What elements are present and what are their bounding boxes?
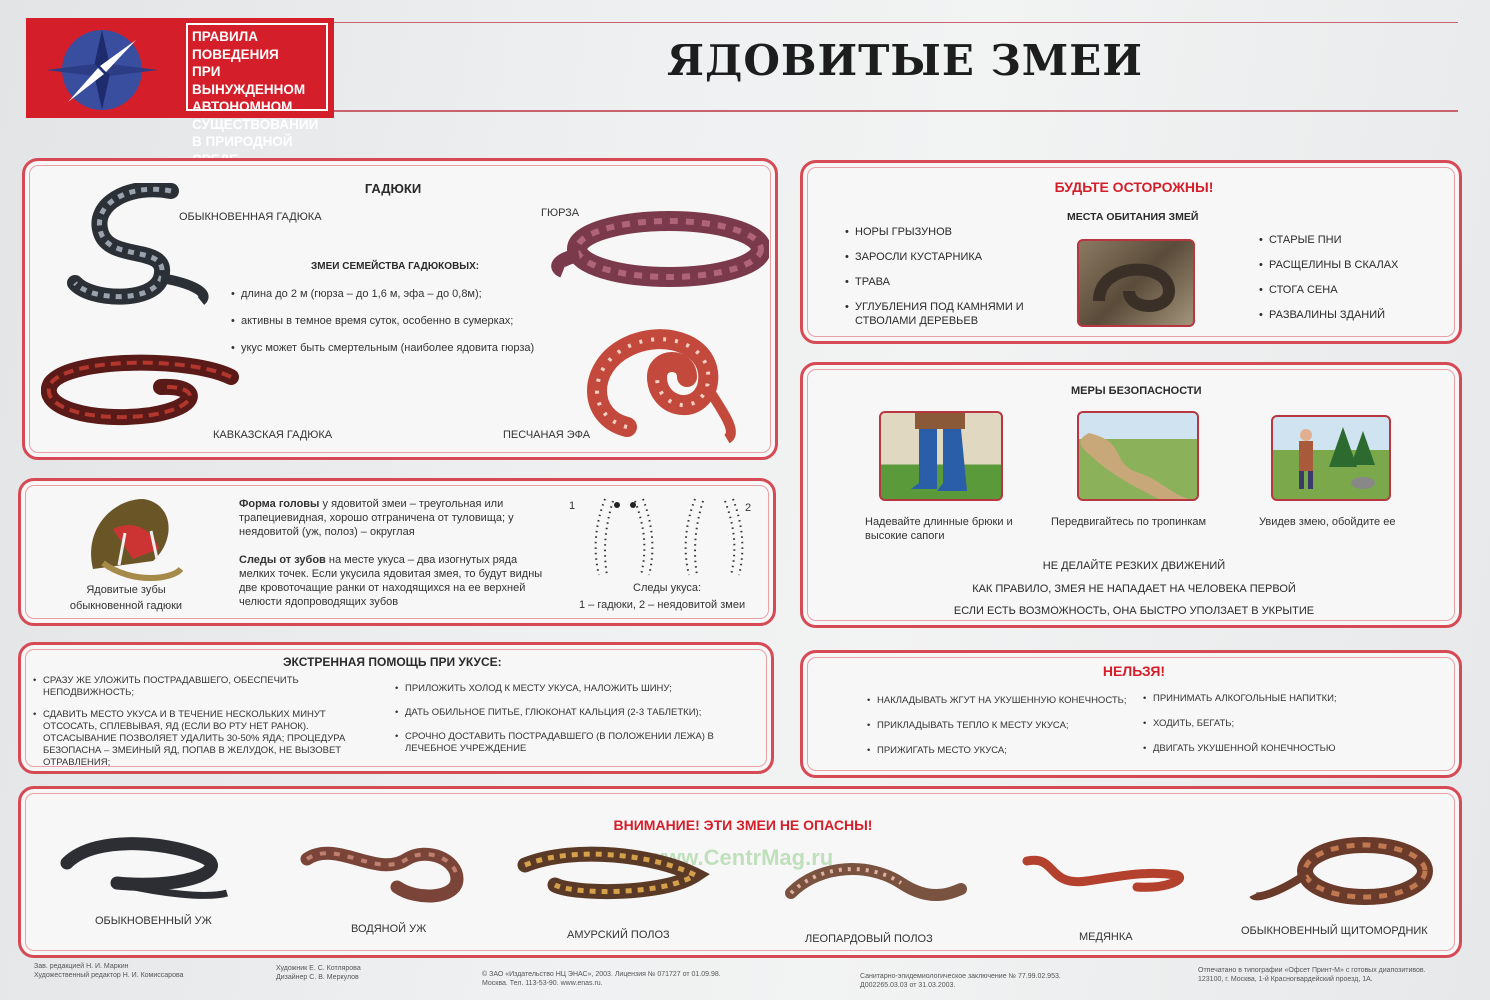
safety-note: ЕСЛИ ЕСТЬ ВОЗМОЖНОСТЬ, ОНА БЫСТРО УПОЛЗАЕТ В УКРЫТИЕ [953, 605, 1315, 617]
pit-viper-image [1245, 835, 1435, 915]
bite-marks-diagram [587, 495, 757, 579]
head-shape-text [239, 497, 545, 539]
forbidden-item: • ХОДИТЬ, БЕГАТЬ; [1143, 718, 1413, 730]
snake-habitat-image [1077, 239, 1195, 327]
footer-line: 123100, г. Москва, 1-й Красногвардейский проезд, 1А. [1198, 976, 1373, 983]
forbidden-heading: НЕЛЬЗЯ! [1102, 663, 1166, 679]
footer-credits-1 [34, 962, 184, 980]
careful-panel [800, 160, 1462, 344]
forbidden-item: • НАКЛАДЫВАТЬ ЖГУТ НА УКУШЕННУЮ КОНЕЧНОСТЬ; [867, 695, 1137, 707]
badge-line: АВТОНОМНОМ [192, 99, 293, 114]
harmless-name: ВОДЯНОЙ УЖ [351, 923, 427, 935]
amur-ratsnake-image [515, 845, 715, 915]
family-heading: ЗМЕИ СЕМЕЙСТВА ГАДЮКОВЫХ: [311, 261, 480, 272]
footer-line: Д002265.03.03 от 31.03.2003. [860, 982, 956, 989]
footer-line: Зав. редакцией Н. И. Маркин [34, 963, 129, 970]
gyurza-label: ГЮРЗА [541, 207, 580, 219]
first-aid-right-list [395, 683, 715, 755]
harmless-panel [18, 786, 1462, 958]
viper-fangs-image [73, 489, 183, 585]
page-title: ЯДОВИТЫЕ ЗМЕИ [667, 36, 1143, 85]
top-rule [334, 22, 1458, 23]
footer-line: Москва. Тел. 113-53-90. www.enas.ru. [482, 980, 603, 987]
habitat-item: • ЗАРОСЛИ КУСТАРНИКА [845, 250, 1035, 264]
habitat-item: • РАСЩЕЛИНЫ В СКАЛАХ [1259, 258, 1449, 272]
safety-note: КАК ПРАВИЛО, ЗМЕЯ НЕ НАПАДАЕТ НА ЧЕЛОВЕКА ПЕРВОЙ [972, 582, 1296, 595]
compass-star-logo [40, 26, 170, 110]
forbidden-item: • ПРИНИМАТЬ АЛКОГОЛЬНЫЕ НАПИТКИ; [1143, 693, 1413, 705]
habitat-left-list [845, 225, 1035, 328]
avoid-caption: Увидев змею, обойдите ее [1259, 516, 1396, 528]
efa-label: ПЕСЧАНАЯ ЭФА [503, 429, 591, 441]
forbidden-item: • ДВИГАТЬ УКУШЕННОЙ КОНЕЧНОСТЬЮ [1143, 743, 1413, 755]
footer-line: Художник Е. С. Котлярова [276, 965, 361, 972]
common-viper-image [61, 183, 211, 313]
habitat-item: • РАЗВАЛИНЫ ЗДАНИЙ [1259, 308, 1449, 322]
fangs-caption-line: обыкновенной гадюки [69, 600, 183, 612]
habitat-heading: МЕСТА ОБИТАНИЯ ЗМЕЙ [1067, 211, 1199, 223]
caucasian-viper-label: КАВКАЗСКАЯ ГАДЮКА [213, 429, 333, 441]
head-shape-body: у ядовитой змеи – треугольная или трапециевидная, хорошо отграничена от туловища; у неядовитой (уж, полоз) – округлая [239, 498, 514, 538]
path-drawing [1079, 413, 1197, 499]
forbidden-item: • ПРИЖИГАТЬ МЕСТО УКУСА; [867, 745, 1137, 757]
badge-line: ПРИ ВЫНУЖДЕННОМ [192, 64, 306, 97]
habitat-item: • УГЛУБЛЕНИЯ ПОД КАМНЯМИ И СТВОЛАМИ ДЕРЕВЬЕВ [845, 300, 1035, 328]
hiker-drawing [1273, 417, 1389, 499]
path-caption: Передвигайтесь по тропинкам [1051, 516, 1207, 528]
viper-fact: • укус может быть смертельным (наиболее ядовита гюрза) [231, 341, 571, 355]
caucasian-viper-image [41, 347, 241, 437]
harmless-name: ЛЕОПАРДОВЫЙ ПОЛОЗ [805, 933, 933, 945]
habitat-right-list [1259, 233, 1449, 322]
footer-line: Художественный редактор Н. И. Комиссарова [34, 972, 184, 979]
viper-fact: • активны в темное время суток, особенно в сумерках; [231, 314, 571, 328]
first-aid-heading: ЭКСТРЕННАЯ ПОМОЩЬ ПРИ УКУСЕ: [283, 655, 502, 669]
badge-line: В ПРИРОДНОЙ [192, 134, 293, 149]
habitat-item: • НОРЫ ГРЫЗУНОВ [845, 225, 1035, 239]
harmless-name: ОБЫКНОВЕННЫЙ УЖ [95, 915, 212, 927]
header-badge [26, 18, 334, 149]
viper-fact: • длина до 2 м (гюрза – до 1,6 м, эфа – до 0,8м); [231, 287, 571, 301]
safety-heading: МЕРЫ БЕЗОПАСНОСТИ [1071, 385, 1202, 397]
footer-publisher [482, 970, 721, 988]
first-aid-item: • ДАТЬ ОБИЛЬНОЕ ПИТЬЕ, ГЛЮКОНАТ КАЛЬЦИЯ (2-3 ТАБЛЕТКИ); [395, 707, 715, 719]
bite-marks-legend: 1 – гадюки, 2 – неядовитой змеи [579, 599, 746, 611]
first-aid-left-list [33, 675, 369, 769]
common-viper-label: ОБЫКНОВЕННАЯ ГАДЮКА [179, 211, 322, 223]
avoid-snake-image [1271, 415, 1391, 501]
sand-efa-image [577, 307, 747, 447]
safety-note: НЕ ДЕЛАЙТЕ РЕЗКИХ ДВИЖЕНИЙ [1042, 560, 1226, 572]
path-image [1077, 411, 1199, 501]
safety-notes [803, 555, 1465, 623]
habitat-item: • ТРАВА [845, 275, 1035, 289]
smooth-snake-image [1017, 851, 1197, 911]
teeth-panel [18, 478, 776, 626]
gyurza-image [549, 205, 769, 295]
bite-marks-body: на месте укуса – два изогнутых ряда мелких точек. Если укусила ядовитая змея, то будут видны две кровоточащие ранки от находящихся на ее верхней челюсти ядопроводящих зубов [239, 554, 543, 608]
fangs-caption [41, 583, 211, 613]
vipers-panel [22, 158, 778, 460]
viper-facts-list [231, 287, 571, 355]
badge-line: СУЩЕСТВОВАНИИ [192, 116, 319, 132]
footer-credits-2 [276, 964, 361, 982]
harmless-name: АМУРСКИЙ ПОЛОЗ [567, 929, 670, 941]
boots-image [879, 411, 1003, 501]
footer-line: Санитарно-эпидемиологическое заключение № 77.99.02.953. [860, 973, 1061, 980]
leopard-snake-image [781, 853, 971, 923]
badge-title [186, 23, 328, 149]
coiled-snake-image [1079, 241, 1193, 325]
head-shape-bold: Форма головы [239, 498, 320, 510]
fangs-caption-line: Ядовитые зубы [86, 584, 166, 596]
vipers-heading: ГАДЮКИ [364, 181, 422, 196]
bite-marks-caption: Следы укуса: [633, 582, 702, 594]
bite-mark-number-2: 2 [745, 502, 752, 514]
harmless-heading: ВНИМАНИЕ! ЭТИ ЗМЕИ НЕ ОПАСНЫ! [613, 817, 873, 833]
first-aid-item: • СРОЧНО ДОСТАВИТЬ ПОСТРАДАВШЕГО (В ПОЛОЖЕНИИ ЛЕЖА) В ЛЕЧЕБНОЕ УЧРЕЖДЕНИЕ [395, 731, 715, 755]
first-aid-item: • ПРИЛОЖИТЬ ХОЛОД К МЕСТУ УКУСА, НАЛОЖИТЬ ШИНУ; [395, 683, 715, 695]
bite-marks-bold: Следы от зубов [239, 554, 326, 566]
badge-line: ПРАВИЛА ПОВЕДЕНИЯ [192, 29, 279, 62]
first-aid-item: • СДАВИТЬ МЕСТО УКУСА И В ТЕЧЕНИЕ НЕСКОЛЬКИХ МИНУТ ОТСОСАТЬ, СПЛЕВЫВАЯ, ЯД (ЕСЛИ ВО РТУ НЕТ РАНОК). ОТСАСЫВАНИЕ ПОЗВОЛЯЕТ УДАЛИТЬ 30-50% ЯДА; ПРОЦЕДУРА БЕЗОПАСНА – ЗМЕИНЫЙ ЯД, ПОПАВ В ЖЕЛУДОК, НЕ ВЫЗОВЕТ ОТРАВЛЕНИЯ; [33, 709, 369, 769]
habitat-item: • СТОГА СЕНА [1259, 283, 1449, 297]
first-aid-item: • СРАЗУ ЖЕ УЛОЖИТЬ ПОСТРАДАВШЕГО, ОБЕСПЕЧИТЬ НЕПОДВИЖНОСТЬ; [33, 675, 369, 699]
footer-line: Отпечатано в типографии «Офсет Принт-М» с готовых диапозитивов. [1198, 967, 1426, 974]
harmless-name: ОБЫКНОВЕННЫЙ ЩИТОМОРДНИК [1241, 925, 1428, 937]
boots-drawing [881, 413, 1001, 499]
bite-mark-number-1: 1 [569, 500, 576, 512]
first-aid-panel [18, 642, 774, 774]
header-rule [334, 110, 1458, 112]
footer-certificate [860, 972, 1061, 990]
forbidden-left-list [867, 695, 1137, 757]
safety-panel [800, 362, 1462, 628]
harmless-name: МЕДЯНКА [1079, 931, 1133, 943]
careful-heading: БУДЬТЕ ОСТОРОЖНЫ! [1054, 179, 1214, 195]
watermark: www.CentrMag.ru [647, 845, 834, 870]
boots-caption: Надевайте длинные брюки и высокие сапоги [865, 516, 1013, 542]
footer-printer [1198, 966, 1426, 984]
footer-line: Дизайнер С. В. Меркулов [276, 974, 359, 981]
forbidden-panel [800, 650, 1462, 778]
forbidden-item: • ПРИКЛАДЫВАТЬ ТЕПЛО К МЕСТУ УКУСА; [867, 720, 1137, 732]
forbidden-right-list [1143, 693, 1413, 755]
habitat-item: • СТАРЫЕ ПНИ [1259, 233, 1449, 247]
bite-marks-text [239, 553, 545, 609]
water-snake-image [297, 839, 487, 909]
grass-snake-image [57, 833, 237, 903]
footer-line: © ЗАО «Издательство НЦ ЭНАС», 2003. Лицензия № 071727 от 01.09.98. [482, 971, 721, 978]
